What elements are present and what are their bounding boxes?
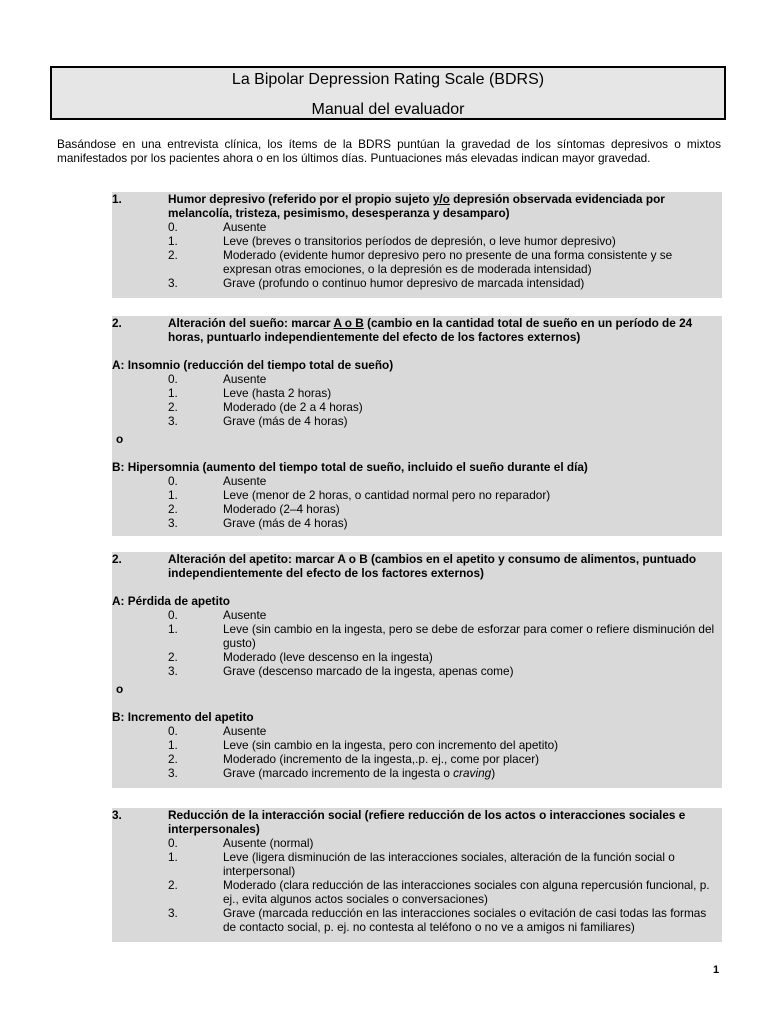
- intro-paragraph: Basándose en una entrevista clínica, los ítems de la BDRS puntúan la gravedad de los síntomas depresivos o mixtos manifestados por los pacientes ahora o en los últimos días. Puntuaciones más elevadas indican mayor gravedad.: [57, 137, 721, 165]
- item-title: Reducción de la interacción social (refiere reducción de los actos o interacciones sociales e interpersonales): [168, 808, 686, 836]
- item-3-heading: [112, 552, 722, 580]
- option: 2. Moderado (leve descenso en la ingesta): [168, 650, 433, 664]
- item-4-block: [112, 808, 722, 942]
- option: 3. Grave (marcada reducción en las interacciones sociales o evitación de casi todas las formas de contacto social, p. ej. no contesta al teléfono o no ve a amigos ni familiares): [168, 906, 707, 934]
- option: 0. Ausente: [168, 608, 267, 622]
- item-1-block: [112, 192, 722, 298]
- item-number: 1.: [112, 192, 122, 206]
- option: 1. Leve (sin cambio en la ingesta, pero se debe de esforzar para comer o refiere disminución del gusto): [168, 622, 715, 650]
- option: 3. Grave (marcado incremento de la ingesta o craving): [168, 766, 496, 780]
- item-2-block: [112, 316, 722, 536]
- option: 1. Leve (ligera disminución de las interacciones sociales, alteración de la función social o interpersonal): [168, 850, 675, 878]
- subsection-a: A: Insomnio (reducción del tiempo total de sueño): [112, 358, 394, 372]
- option: 1. Leve (breves o transitorios períodos de depresión, o leve humor depresivo): [168, 234, 616, 248]
- item-3b-options: [168, 724, 722, 780]
- subsection-a: A: Pérdida de apetito: [112, 594, 230, 608]
- option: 1. Leve (hasta 2 horas): [168, 386, 332, 400]
- item-2b-options: [168, 474, 722, 530]
- option: 1. Leve (sin cambio en la ingesta, pero con incremento del apetito): [168, 738, 559, 752]
- option: 2. Moderado (de 2 a 4 horas): [168, 400, 363, 414]
- or-separator: o: [116, 432, 124, 446]
- item-2-heading: [112, 316, 722, 344]
- option: 0. Ausente (normal): [168, 836, 314, 850]
- subsection-b: B: Hipersomnia (aumento del tiempo total de sueño, incluido el sueño durante el día): [112, 460, 588, 474]
- item-1-options: [168, 220, 722, 290]
- option: 1. Leve (menor de 2 horas, o cantidad normal pero no reparador): [168, 488, 551, 502]
- option: 0. Ausente: [168, 474, 267, 488]
- or-separator: o: [116, 682, 124, 696]
- item-4-options: [168, 836, 722, 934]
- item-title: Alteración del apetito: marcar A o B (cambios en el apetito y consumo de alimentos, puntuado independientemente del efecto de los factores externos): [168, 552, 697, 580]
- item-number: 2.: [112, 316, 122, 330]
- document-subtitle: Manual del evaluador: [311, 101, 465, 118]
- option: 2. Moderado (incremento de la ingesta,.p. ej., come por placer): [168, 752, 540, 766]
- item-3a-options: [168, 608, 722, 678]
- option: 3. Grave (más de 4 horas): [168, 516, 348, 530]
- option: 2. Moderado (evidente humor depresivo pero no presente de una forma consistente y se expresan otras emociones, o la depresión es de moderada intensidad): [168, 248, 673, 276]
- item-number: 3.: [112, 808, 122, 822]
- document-title: La Bipolar Depression Rating Scale (BDRS): [231, 71, 545, 88]
- item-number: 2.: [112, 552, 122, 566]
- option: 0. Ausente: [168, 220, 267, 234]
- option: 0. Ausente: [168, 372, 267, 386]
- item-4-heading: [112, 808, 722, 836]
- item-1-heading: [112, 192, 722, 220]
- item-title: Alteración del sueño: marcar A o B (cambio en la cantidad total de sueño en un período de 24 horas, puntuarlo independientemente del efecto de los factores externos): [168, 316, 693, 344]
- option: 3. Grave (más de 4 horas): [168, 414, 348, 428]
- item-3-block: [112, 552, 722, 788]
- item-title: Humor depresivo (referido por el propio sujeto y/o depresión observada evidenciada por melancolía, tristeza, pesimismo, desesperanza y desamparo): [168, 192, 665, 220]
- option: 0. Ausente: [168, 724, 267, 738]
- option: 2. Moderado (2–4 horas): [168, 502, 340, 516]
- item-2a-options: [168, 372, 722, 428]
- option: 3. Grave (descenso marcado de la ingesta, apenas come): [168, 664, 514, 678]
- page-number: 1: [713, 964, 720, 976]
- option: 3. Grave (profundo o continuo humor depresivo de marcada intensidad): [168, 276, 585, 290]
- option: 2. Moderado (clara reducción de las interacciones sociales con alguna repercusión funcional, p. ej., evita algunos actos sociales o conversaciones): [168, 878, 710, 906]
- subsection-b: B: Incremento del apetito: [112, 710, 254, 724]
- title-box: [50, 66, 726, 120]
